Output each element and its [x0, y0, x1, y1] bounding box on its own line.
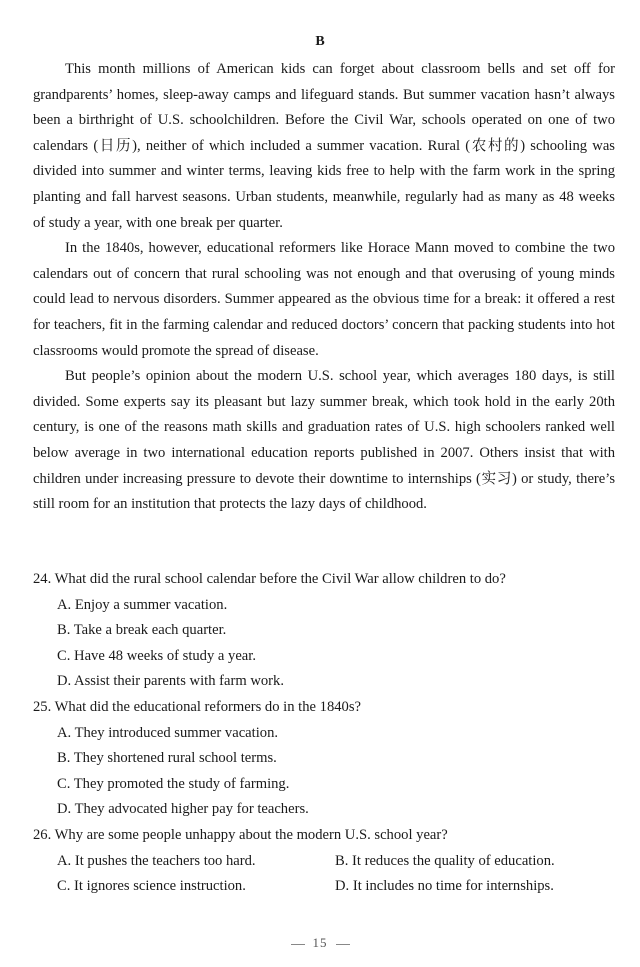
- option-c: C. They promoted the study of farming.: [57, 775, 290, 792]
- option-b: B. Take a break each quarter.: [57, 622, 227, 639]
- passage-paragraph: This month millions of American kids can forget about classroom bells and set off for grandparents’ homes, sleep-away camps and lifeguard stands. But summer vacation hasn’t always been a birthright of U.S. schoolchildren. Before the Civil War, schools operated on one of two calendars (日历), neither of which included a summer vacation. Rural (农村的) schooling was divided into summer and winter terms, leaving kids free to help with the farm work in the spring planting and fall harvest seasons. Urban students, meanwhile, regularly had as many as 48 weeks of study a year, with one break per quarter.: [33, 61, 615, 231]
- option-d: D. It includes no time for internships.: [335, 878, 554, 895]
- question-stem: 26. Why are some people unhappy about the modern U.S. school year?: [33, 826, 448, 843]
- question-list: [33, 567, 615, 900]
- reading-passage: [33, 57, 615, 518]
- answer-options: [33, 849, 615, 900]
- option-a: A. They introduced summer vacation.: [57, 724, 279, 741]
- passage-paragraph: But people’s opinion about the modern U.S. school year, which averages 180 days, is still divided. Some experts say its pleasant but lazy summer break, which took hold in the early 20th century, is one of the reasons math skills and graduation rates of U.S. high schoolers ranked well below average in two international education reports published in 2007. Others insist that with children under increasing pressure to devote their downtime to internships (实习) or study, there’s still room for an institution that protects the lazy days of childhood.: [33, 368, 615, 513]
- option-b: B. They shortened rural school terms.: [57, 750, 277, 767]
- question-26: [33, 823, 615, 900]
- page-number: 15: [312, 935, 328, 950]
- answer-options: [33, 593, 615, 695]
- option-a: A. It pushes the teachers too hard.: [57, 852, 256, 869]
- option-d: D. Assist their parents with farm work.: [57, 673, 284, 690]
- option-c: C. It ignores science instruction.: [57, 878, 246, 895]
- option-b: B. It reduces the quality of education.: [335, 852, 555, 869]
- question-25: [33, 695, 615, 823]
- question-stem: 25. What did the educational reformers do in the 1840s?: [33, 698, 361, 715]
- option-a: A. Enjoy a summer vacation.: [57, 596, 228, 613]
- page-footer: [0, 935, 640, 951]
- passage-paragraph: In the 1840s, however, educational reformers like Horace Mann moved to combine the two calendars out of concern that rural schooling was not enough and that overusing of young minds could lead to nervous disorders. Summer appeared as the obvious time for a break: it offered a rest for teachers, fit in the farming calendar and reduced doctors’ concern that packing students into hot classrooms would promote the spread of disease.: [33, 240, 615, 359]
- section-title: B: [315, 34, 325, 49]
- option-d: D. They advocated higher pay for teachers.: [57, 801, 309, 818]
- question-24: [33, 567, 615, 695]
- question-stem: 24. What did the rural school calendar before the Civil War allow children to do?: [33, 571, 506, 587]
- answer-options: [33, 721, 615, 823]
- option-c: C. Have 48 weeks of study a year.: [57, 647, 256, 664]
- dash-divider: [291, 944, 305, 945]
- dash-divider: [336, 944, 350, 945]
